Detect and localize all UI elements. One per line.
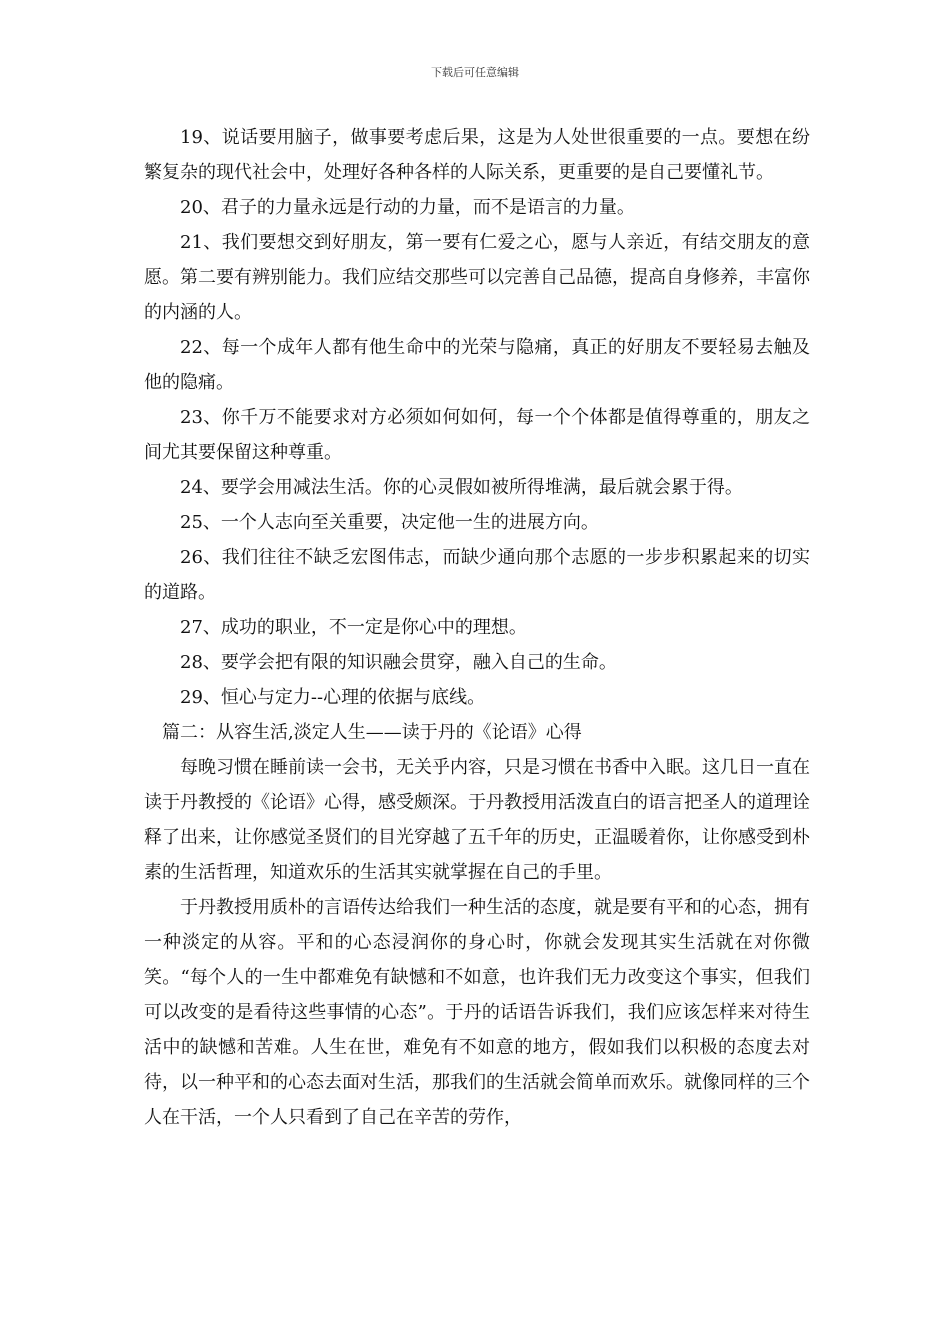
section-paragraph-1: 每晚习惯在睡前读一会书，无关乎内容，只是习惯在书香中入眠。这几日一直在读于丹教授的《论语》心得，感受颇深。于丹教授用活泼直白的语言把圣人的道理诠释了出来，让你感觉圣贤们的目光穿越了五千年的历史，正温暖着你，让你感受到朴素的生活哲理，知道欢乐的生活其实就掌握在自己的手里。 xyxy=(144,757,810,883)
paragraph-23: 23、你千万不能要求对方必须如何如何，每一个个体都是值得尊重的，朋友之间尤其要保留这种尊重。 xyxy=(144,407,810,463)
paragraph-25: 25、一个人志向至关重要，决定他一生的进展方向。 xyxy=(180,512,599,533)
paragraph-22: 22、每一个成年人都有他生命中的光荣与隐痛，真正的好朋友不要轻易去触及他的隐痛。 xyxy=(144,337,810,393)
paragraph-21: 21、我们要想交到好朋友，第一要有仁爱之心，愿与人亲近，有结交朋友的意愿。第二要有辨别能力。我们应结交那些可以完善自己品德，提高自身修养，丰富你的内涵的人。 xyxy=(144,232,810,323)
paragraph-26: 26、我们往往不缺乏宏图伟志，而缺少通向那个志愿的一步步积累起来的切实的道路。 xyxy=(144,547,810,603)
section-title: 篇二：从容生活,淡定人生——读于丹的《论语》心得 xyxy=(162,722,582,743)
paragraph-28: 28、要学会把有限的知识融会贯穿，融入自己的生命。 xyxy=(180,652,617,673)
page-header-note: 下载后可任意编辑 xyxy=(431,66,519,79)
paragraph-27: 27、成功的职业，不一定是你心中的理想。 xyxy=(180,617,527,638)
paragraph-24: 24、要学会用减法生活。你的心灵假如被所得堆满，最后就会累于得。 xyxy=(180,477,743,498)
paragraph-29: 29、恒心与定力--心理的依据与底线。 xyxy=(180,687,486,708)
document-body xyxy=(144,120,810,1135)
paragraph-20: 20、君子的力量永远是行动的力量，而不是语言的力量。 xyxy=(180,197,635,218)
paragraph-19: 19、说话要用脑子，做事要考虑后果，这是为人处世很重要的一点。要想在纷繁复杂的现代社会中，处理好各种各样的人际关系，更重要的是自己要懂礼节。 xyxy=(144,127,810,183)
section-paragraph-2: 于丹教授用质朴的言语传达给我们一种生活的态度，就是要有平和的心态，拥有一种淡定的从容。平和的心态浸润你的身心时，你就会发现其实生活就在对你微笑。“每个人的一生中都难免有缺憾和不如意，也许我们无力改变这个事实，但我们可以改变的是看待这些事情的心态”。于丹的话语告诉我们，我们应该怎样来对待生活中的缺憾和苦难。人生在世，难免有不如意的地方，假如我们以积极的态度去对待，以一种平和的心态去面对生活，那我们的生活就会简单而欢乐。就像同样的三个人在干活，一个人只看到了自己在辛苦的劳作， xyxy=(144,897,810,1128)
